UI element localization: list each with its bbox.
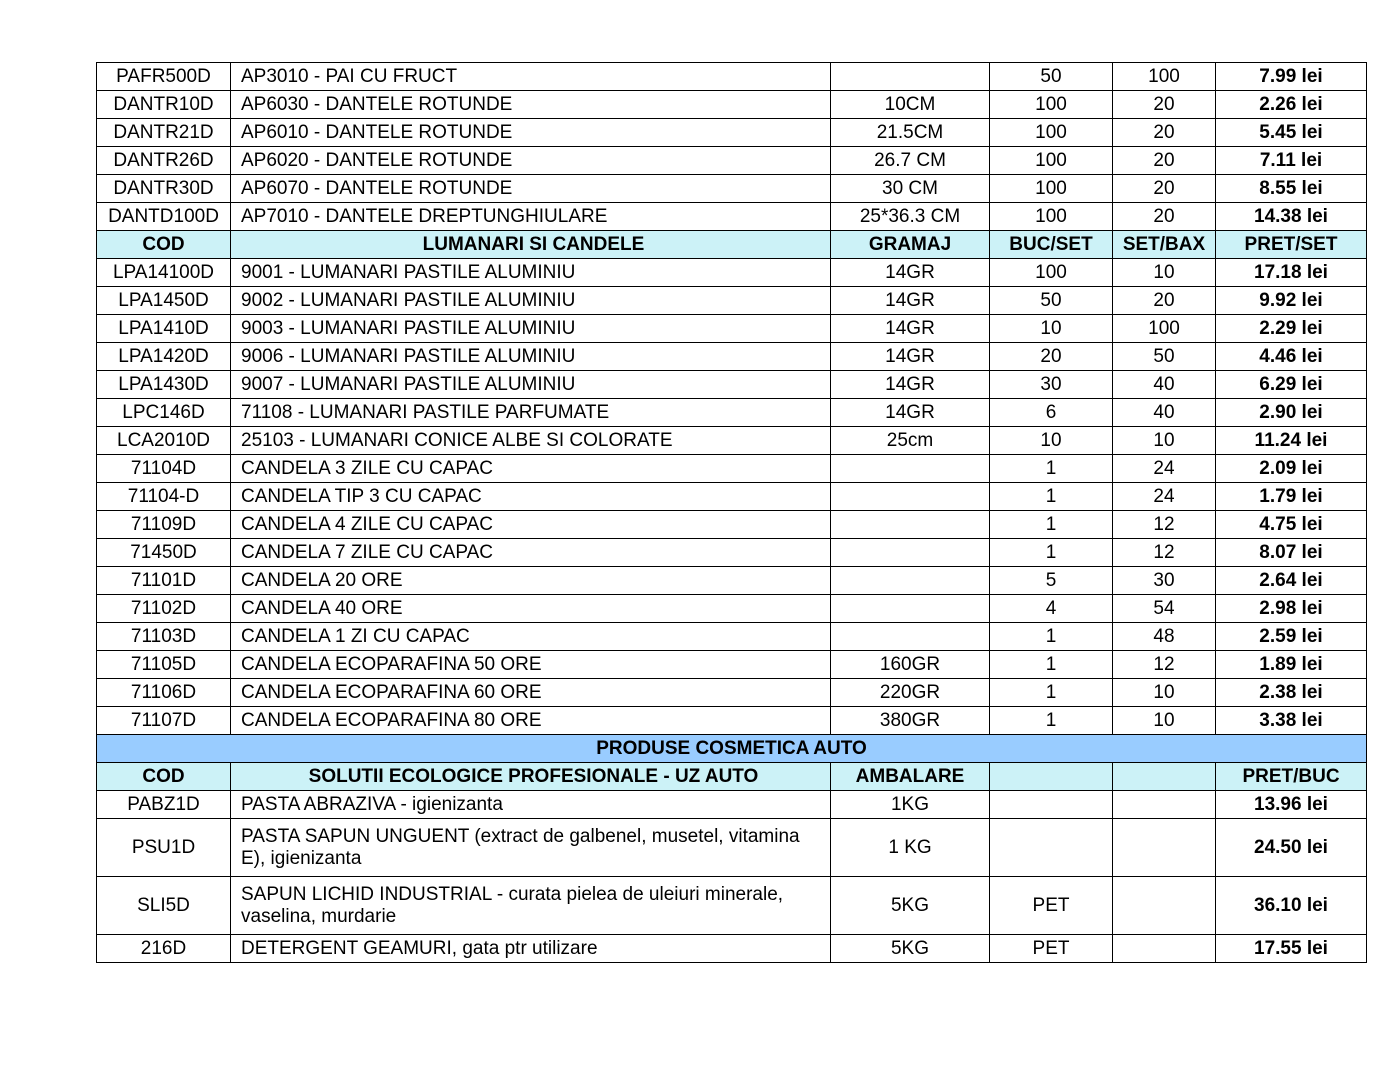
sets-per-box: 48: [1113, 623, 1216, 651]
product-description: CANDELA ECOPARAFINA 50 ORE: [231, 651, 831, 679]
product-price: 13.96 lei: [1216, 791, 1367, 819]
table-row: [97, 315, 1367, 343]
product-weight: [831, 539, 990, 567]
sets-per-box: 20: [1113, 91, 1216, 119]
table-row: [97, 877, 1367, 935]
sets-per-box: 20: [1113, 287, 1216, 315]
product-description: SAPUN LICHID INDUSTRIAL - curata pielea de uleiuri minerale, vaselina, murdarie: [231, 877, 831, 935]
sets-per-box: [1113, 877, 1216, 935]
product-code: LPA1430D: [97, 371, 231, 399]
table-row: [97, 935, 1367, 963]
price-list-body: [97, 63, 1367, 963]
table-row: [97, 259, 1367, 287]
product-description: 71108 - LUMANARI PASTILE PARFUMATE: [231, 399, 831, 427]
product-weight: 1KG: [831, 791, 990, 819]
table-row: [97, 539, 1367, 567]
product-price: 17.55 lei: [1216, 935, 1367, 963]
product-description: 9001 - LUMANARI PASTILE ALUMINIU: [231, 259, 831, 287]
sets-per-box: 100: [1113, 63, 1216, 91]
product-price: 2.98 lei: [1216, 595, 1367, 623]
table-row: [97, 567, 1367, 595]
pieces-per-set: 5: [990, 567, 1113, 595]
product-description: CANDELA TIP 3 CU CAPAC: [231, 483, 831, 511]
table-row: [97, 455, 1367, 483]
product-weight: 5KG: [831, 935, 990, 963]
product-description: AP3010 - PAI CU FRUCT: [231, 63, 831, 91]
sets-per-box: 40: [1113, 399, 1216, 427]
table-row: [97, 651, 1367, 679]
product-weight: 160GR: [831, 651, 990, 679]
pieces-per-set: 50: [990, 63, 1113, 91]
sets-per-box: 10: [1113, 679, 1216, 707]
table-row: [97, 287, 1367, 315]
product-code: LPA1410D: [97, 315, 231, 343]
table-row: [97, 119, 1367, 147]
table-row: [97, 63, 1367, 91]
pieces-per-set: [990, 791, 1113, 819]
product-description: 9007 - LUMANARI PASTILE ALUMINIU: [231, 371, 831, 399]
product-description: CANDELA ECOPARAFINA 60 ORE: [231, 679, 831, 707]
column-header-category: LUMANARI SI CANDELE: [231, 231, 831, 259]
sets-per-box: 24: [1113, 455, 1216, 483]
pieces-per-set: 100: [990, 147, 1113, 175]
sets-per-box: 12: [1113, 651, 1216, 679]
product-description: PASTA SAPUN UNGUENT (extract de galbenel, musetel, vitamina E), igienizanta: [231, 819, 831, 877]
sets-per-box: 40: [1113, 371, 1216, 399]
column-header-category: SOLUTII ECOLOGICE PROFESIONALE - UZ AUTO: [231, 763, 831, 791]
product-price: 2.90 lei: [1216, 399, 1367, 427]
table-row: [97, 147, 1367, 175]
pieces-per-set: 100: [990, 259, 1113, 287]
product-description: PASTA ABRAZIVA - igienizanta: [231, 791, 831, 819]
product-weight: 14GR: [831, 371, 990, 399]
product-description: 9006 - LUMANARI PASTILE ALUMINIU: [231, 343, 831, 371]
product-description: AP6070 - DANTELE ROTUNDE: [231, 175, 831, 203]
product-code: 71450D: [97, 539, 231, 567]
pieces-per-set: 50: [990, 287, 1113, 315]
product-description: CANDELA ECOPARAFINA 80 ORE: [231, 707, 831, 735]
product-price: 4.75 lei: [1216, 511, 1367, 539]
product-price: 4.46 lei: [1216, 343, 1367, 371]
product-price: 8.55 lei: [1216, 175, 1367, 203]
product-code: 71105D: [97, 651, 231, 679]
product-weight: [831, 511, 990, 539]
product-code: 71106D: [97, 679, 231, 707]
table-row: [97, 511, 1367, 539]
sets-per-box: 100: [1113, 315, 1216, 343]
product-price: 1.89 lei: [1216, 651, 1367, 679]
column-header-code: COD: [97, 231, 231, 259]
product-price: 6.29 lei: [1216, 371, 1367, 399]
sets-per-box: 10: [1113, 427, 1216, 455]
product-code: PABZ1D: [97, 791, 231, 819]
product-code: LPA1420D: [97, 343, 231, 371]
table-row: [97, 483, 1367, 511]
product-description: CANDELA 7 ZILE CU CAPAC: [231, 539, 831, 567]
product-description: 25103 - LUMANARI CONICE ALBE SI COLORATE: [231, 427, 831, 455]
product-price: 24.50 lei: [1216, 819, 1367, 877]
sets-per-box: 20: [1113, 175, 1216, 203]
product-weight: [831, 63, 990, 91]
product-weight: 14GR: [831, 399, 990, 427]
pieces-per-set: PET: [990, 935, 1113, 963]
pieces-per-set: 1: [990, 511, 1113, 539]
product-code: DANTR10D: [97, 91, 231, 119]
table-row: [97, 819, 1367, 877]
pieces-per-set: 100: [990, 91, 1113, 119]
product-weight: 14GR: [831, 315, 990, 343]
product-weight: 5KG: [831, 877, 990, 935]
pieces-per-set: 100: [990, 119, 1113, 147]
sets-per-box: [1113, 819, 1216, 877]
table-row: [97, 175, 1367, 203]
pieces-per-set: 1: [990, 623, 1113, 651]
column-header-sets: SET/BAX: [1113, 231, 1216, 259]
product-description: DETERGENT GEAMURI, gata ptr utilizare: [231, 935, 831, 963]
sets-per-box: 20: [1113, 203, 1216, 231]
pieces-per-set: 1: [990, 679, 1113, 707]
section-header-row: [97, 735, 1367, 763]
pieces-per-set: [990, 819, 1113, 877]
sets-per-box: 54: [1113, 595, 1216, 623]
product-price: 1.79 lei: [1216, 483, 1367, 511]
pieces-per-set: PET: [990, 877, 1113, 935]
pieces-per-set: 6: [990, 399, 1113, 427]
product-description: 9003 - LUMANARI PASTILE ALUMINIU: [231, 315, 831, 343]
column-header-weight: AMBALARE: [831, 763, 990, 791]
product-weight: [831, 595, 990, 623]
table-row: [97, 203, 1367, 231]
product-code: DANTR30D: [97, 175, 231, 203]
product-description: AP6010 - DANTELE ROTUNDE: [231, 119, 831, 147]
product-price: 9.92 lei: [1216, 287, 1367, 315]
product-weight: 26.7 CM: [831, 147, 990, 175]
sets-per-box: [1113, 935, 1216, 963]
sets-per-box: 24: [1113, 483, 1216, 511]
table-row: [97, 371, 1367, 399]
product-code: 71102D: [97, 595, 231, 623]
product-description: AP7010 - DANTELE DREPTUNGHIULARE: [231, 203, 831, 231]
product-code: DANTR26D: [97, 147, 231, 175]
product-weight: [831, 567, 990, 595]
product-description: CANDELA 20 ORE: [231, 567, 831, 595]
pieces-per-set: 10: [990, 427, 1113, 455]
product-code: 71101D: [97, 567, 231, 595]
product-price: 2.26 lei: [1216, 91, 1367, 119]
sets-per-box: 12: [1113, 511, 1216, 539]
product-weight: 220GR: [831, 679, 990, 707]
column-header-price: PRET/SET: [1216, 231, 1367, 259]
pieces-per-set: 4: [990, 595, 1113, 623]
table-row: [97, 679, 1367, 707]
pieces-per-set: 1: [990, 455, 1113, 483]
product-weight: 30 CM: [831, 175, 990, 203]
product-description: 9002 - LUMANARI PASTILE ALUMINIU: [231, 287, 831, 315]
sets-per-box: 10: [1113, 259, 1216, 287]
table-row: [97, 427, 1367, 455]
column-header-weight: GRAMAJ: [831, 231, 990, 259]
product-weight: 14GR: [831, 259, 990, 287]
product-code: LPC146D: [97, 399, 231, 427]
table-row: [97, 707, 1367, 735]
product-price: 3.38 lei: [1216, 707, 1367, 735]
pieces-per-set: 1: [990, 483, 1113, 511]
product-weight: [831, 455, 990, 483]
product-price: 2.38 lei: [1216, 679, 1367, 707]
product-price: 17.18 lei: [1216, 259, 1367, 287]
product-weight: [831, 623, 990, 651]
product-code: 71109D: [97, 511, 231, 539]
pieces-per-set: 100: [990, 203, 1113, 231]
product-price: 2.64 lei: [1216, 567, 1367, 595]
product-weight: 10CM: [831, 91, 990, 119]
product-code: 71104D: [97, 455, 231, 483]
column-header-code: COD: [97, 763, 231, 791]
product-code: 71104-D: [97, 483, 231, 511]
product-weight: 1 KG: [831, 819, 990, 877]
table-header-row: [97, 231, 1367, 259]
product-code: PAFR500D: [97, 63, 231, 91]
sets-per-box: 50: [1113, 343, 1216, 371]
product-weight: 14GR: [831, 287, 990, 315]
pieces-per-set: 1: [990, 707, 1113, 735]
table-row: [97, 595, 1367, 623]
product-price: 8.07 lei: [1216, 539, 1367, 567]
product-price: 5.45 lei: [1216, 119, 1367, 147]
product-description: CANDELA 3 ZILE CU CAPAC: [231, 455, 831, 483]
table-row: [97, 91, 1367, 119]
table-header-row: [97, 763, 1367, 791]
pieces-per-set: 1: [990, 651, 1113, 679]
product-description: CANDELA 40 ORE: [231, 595, 831, 623]
sets-per-box: 12: [1113, 539, 1216, 567]
product-price: 36.10 lei: [1216, 877, 1367, 935]
column-header-pieces: BUC/SET: [990, 231, 1113, 259]
product-price: 11.24 lei: [1216, 427, 1367, 455]
pieces-per-set: 30: [990, 371, 1113, 399]
column-header-price: PRET/BUC: [1216, 763, 1367, 791]
sets-per-box: [1113, 791, 1216, 819]
pieces-per-set: 100: [990, 175, 1113, 203]
table-row: [97, 343, 1367, 371]
product-weight: [831, 483, 990, 511]
sets-per-box: 20: [1113, 147, 1216, 175]
price-list-table: [96, 62, 1367, 963]
product-code: DANTR21D: [97, 119, 231, 147]
product-code: 71103D: [97, 623, 231, 651]
product-description: CANDELA 1 ZI CU CAPAC: [231, 623, 831, 651]
product-description: CANDELA 4 ZILE CU CAPAC: [231, 511, 831, 539]
product-price: 2.09 lei: [1216, 455, 1367, 483]
table-row: [97, 399, 1367, 427]
product-code: LPA1450D: [97, 287, 231, 315]
table-row: [97, 791, 1367, 819]
product-code: DANTD100D: [97, 203, 231, 231]
pieces-per-set: 1: [990, 539, 1113, 567]
product-price: 7.99 lei: [1216, 63, 1367, 91]
product-code: 216D: [97, 935, 231, 963]
product-weight: 25cm: [831, 427, 990, 455]
product-description: AP6030 - DANTELE ROTUNDE: [231, 91, 831, 119]
product-price: 2.59 lei: [1216, 623, 1367, 651]
product-price: 2.29 lei: [1216, 315, 1367, 343]
product-code: LPA14100D: [97, 259, 231, 287]
sets-per-box: 10: [1113, 707, 1216, 735]
product-description: AP6020 - DANTELE ROTUNDE: [231, 147, 831, 175]
pieces-per-set: 20: [990, 343, 1113, 371]
product-code: PSU1D: [97, 819, 231, 877]
product-weight: 25*36.3 CM: [831, 203, 990, 231]
sets-per-box: 30: [1113, 567, 1216, 595]
product-price: 7.11 lei: [1216, 147, 1367, 175]
column-header-sets: [1113, 763, 1216, 791]
product-code: 71107D: [97, 707, 231, 735]
pieces-per-set: 10: [990, 315, 1113, 343]
product-price: 14.38 lei: [1216, 203, 1367, 231]
product-code: SLI5D: [97, 877, 231, 935]
sets-per-box: 20: [1113, 119, 1216, 147]
product-weight: 380GR: [831, 707, 990, 735]
column-header-pieces: [990, 763, 1113, 791]
product-code: LCA2010D: [97, 427, 231, 455]
section-title: PRODUSE COSMETICA AUTO: [97, 735, 1367, 763]
product-weight: 14GR: [831, 343, 990, 371]
product-weight: 21.5CM: [831, 119, 990, 147]
table-row: [97, 623, 1367, 651]
